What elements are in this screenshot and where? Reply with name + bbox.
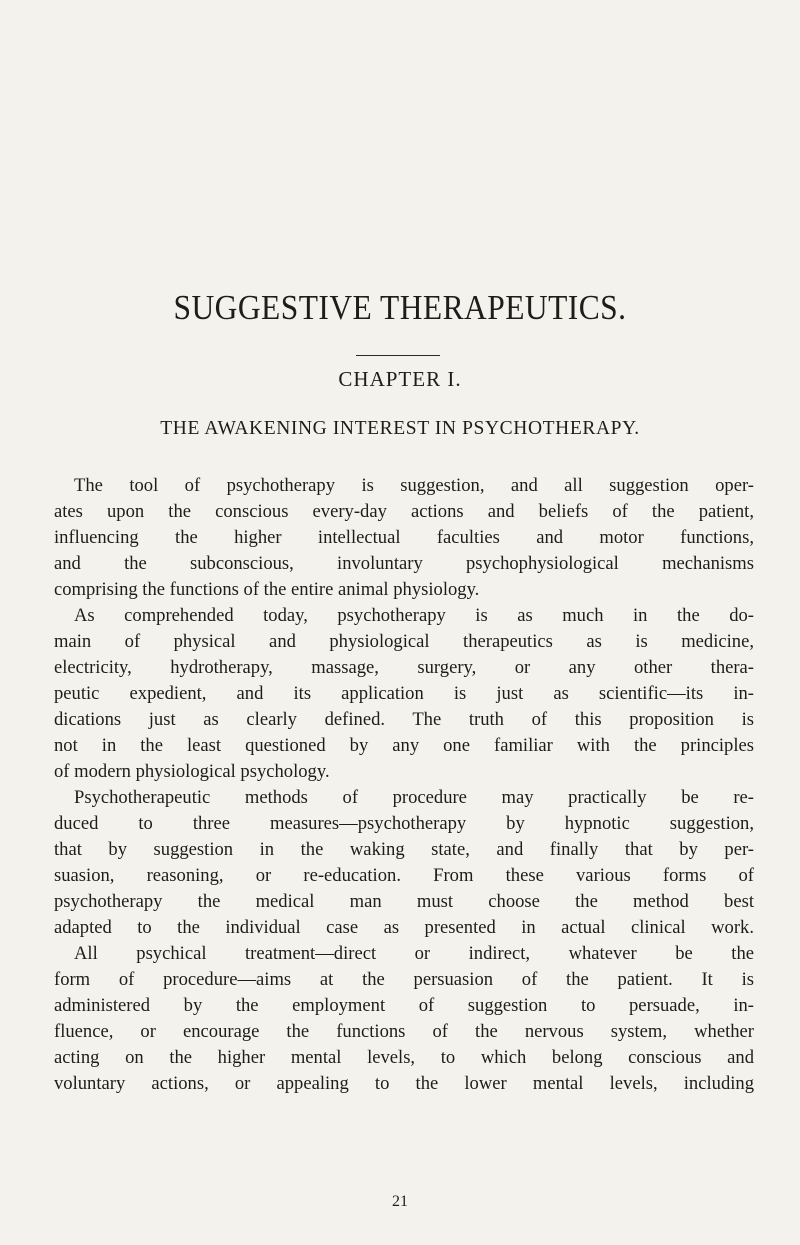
text-line: The tool of psychotherapy is suggestion, and all suggestion oper- (74, 475, 754, 496)
text-line: suasion, reasoning, or re-education. From these various forms of (54, 865, 754, 886)
text-line: adapted to the individual case as presented in actual clinical work. (54, 917, 754, 938)
text-line: duced to three measures—psychotherapy by hypnotic suggestion, (54, 813, 754, 834)
text-line: comprising the functions of the entire animal physiology. (54, 579, 480, 600)
text-line: form of procedure—aims at the persuasion of the patient. It is (54, 969, 754, 990)
book-title: SUGGESTIVE THERAPEUTICS. (173, 288, 627, 327)
text-line: dications just as clearly defined. The truth of this proposition is (54, 709, 754, 730)
body-text (54, 473, 754, 1097)
text-line: influencing the higher intellectual faculties and motor functions, (54, 527, 754, 548)
chapter-title: THE AWAKENING INTEREST IN PSYCHOTHERAPY. (160, 418, 640, 439)
text-line: and the subconscious, involuntary psychophysiological mechanisms (54, 553, 754, 574)
text-line: ates upon the conscious every-day actions and beliefs of the patient, (54, 501, 754, 522)
page-number: 21 (392, 1193, 408, 1210)
text-line: of modern physiological psychology. (54, 761, 330, 782)
text-line: All psychical treatment—direct or indirect, whatever be the (74, 943, 754, 964)
text-line: voluntary actions, or appealing to the lower mental levels, including (54, 1073, 754, 1094)
text-line: Psychotherapeutic methods of procedure may practically be re- (74, 787, 754, 808)
text-line: acting on the higher mental levels, to which belong conscious and (54, 1047, 754, 1068)
text-line: peutic expedient, and its application is just as scientific—its in- (54, 683, 754, 704)
text-line: As comprehended today, psychotherapy is as much in the do- (74, 605, 754, 626)
text-line: electricity, hydrotherapy, massage, surgery, or any other thera- (54, 657, 754, 678)
text-line: psychotherapy the medical man must choose the method best (54, 891, 754, 912)
text-line: administered by the employment of suggestion to persuade, in- (54, 995, 754, 1016)
text-line: that by suggestion in the waking state, and finally that by per- (54, 839, 754, 860)
text-line: not in the least questioned by any one familiar with the principles (54, 735, 754, 756)
text-line: main of physical and physiological therapeutics as is medicine, (54, 631, 754, 652)
text-line: fluence, or encourage the functions of the nervous system, whether (54, 1021, 754, 1042)
title-divider (356, 355, 440, 356)
chapter-label: CHAPTER I. (338, 367, 462, 391)
